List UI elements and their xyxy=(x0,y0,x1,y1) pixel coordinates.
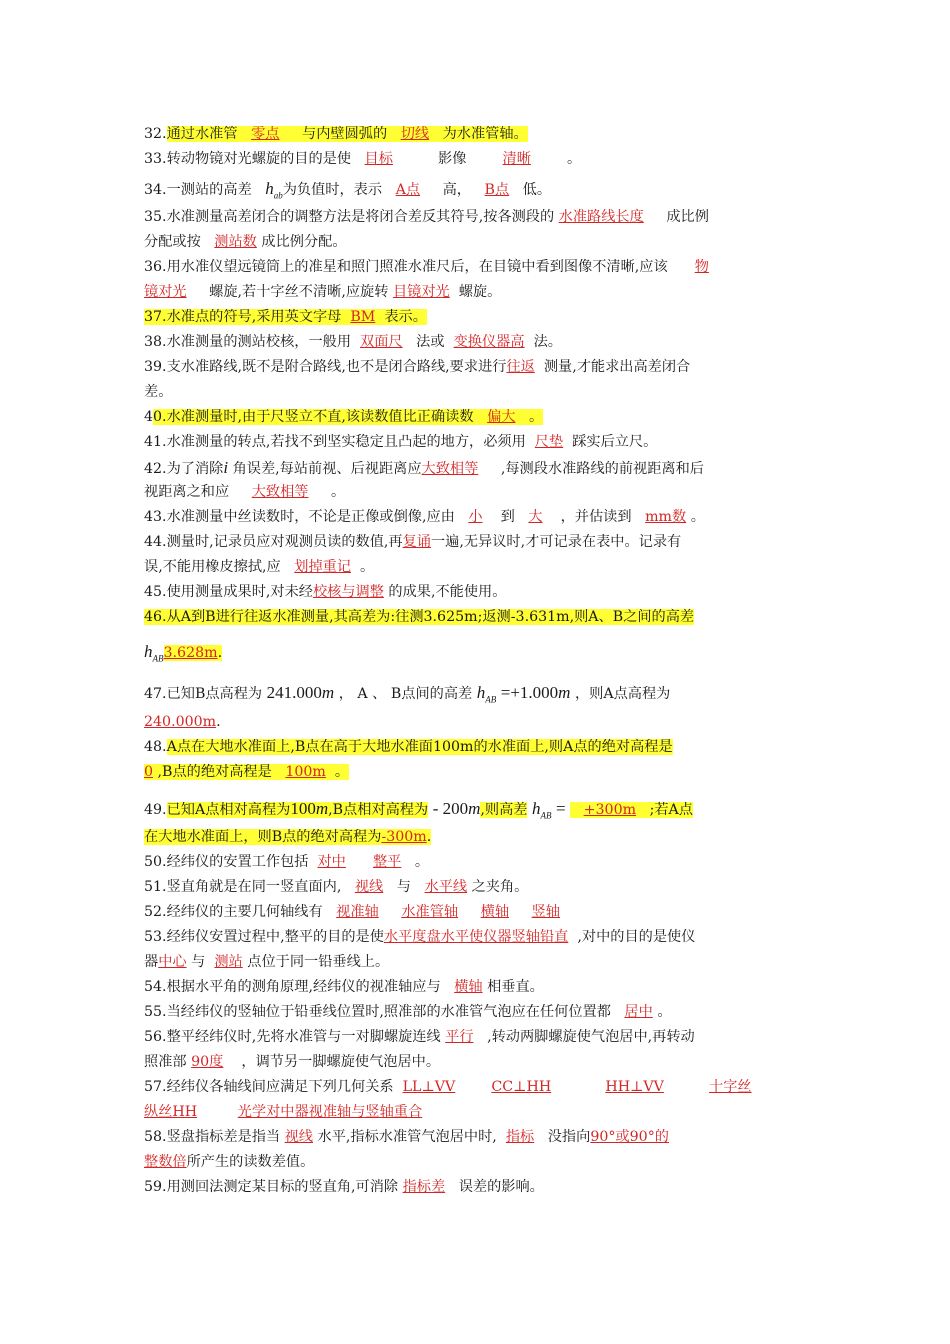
question-59: 59.用测回法测定某目标的竖直角,可消除 指标差 误差的影响。 xyxy=(144,1179,544,1195)
question-34: 34.一测站的高差 $h_{ab}$为负值时，表示 A点 高， B点 低。 xyxy=(144,179,552,201)
answer: 复诵 xyxy=(402,534,431,550)
answer: 小 xyxy=(468,509,483,525)
answer: +300m xyxy=(583,802,637,818)
question-53-line1: 53.经纬仪安置过程中,整平的目的是使水平度盘水平使仪器竖轴铅直 ,对中的目的是使仪 xyxy=(144,929,696,945)
answer: 校核与调整 xyxy=(312,584,384,600)
highlight: 0 ,B点的绝对高程是 100m 。 xyxy=(144,764,350,780)
question-47-line1: 47.已知B点高程为 241.000m ， A 、 B点间的高差 $h_{AB} =+1.000m$ ，则A点高程为 xyxy=(144,683,671,705)
answer: 横轴 xyxy=(454,979,483,995)
answer: HH⊥VV xyxy=(605,1079,664,1095)
question-48-line1: 48.A点在大地水准面上,B点在高于大地水准面100m的水准面上,则A点的绝对高程是 xyxy=(144,739,673,755)
question-56-line2: 照准部 90度 ，调节另一脚螺旋使气泡居中。 xyxy=(144,1054,441,1070)
answer: 竖轴 xyxy=(531,904,560,920)
answer: 尺垫 xyxy=(534,434,564,450)
height-diff-symbol: $h_{AB}$ xyxy=(144,642,164,664)
question-48-line2 xyxy=(144,760,808,785)
answer: 十字丝 xyxy=(709,1079,752,1095)
answer: 视线 xyxy=(284,1129,313,1145)
question-46-line1 xyxy=(144,605,808,630)
question-33: 33.转动物镜对光螺旋的目的是使 目标 影像 清晰 。 xyxy=(144,151,582,167)
answer: B点 xyxy=(484,182,510,198)
question-44-line1: 44.测量时,记录员应对观测员读的数值,再复诵一遍,无异议时,才可记录在表中。记录有 xyxy=(144,534,682,550)
answer: 大致相等 xyxy=(251,484,309,500)
question-57-line2 xyxy=(144,1100,808,1125)
answer: 水平度盘水平使仪器竖轴铅直 xyxy=(383,929,569,945)
answer: 零点 xyxy=(251,126,280,142)
answer: BM xyxy=(350,309,376,325)
answer: 3.628m xyxy=(163,645,218,661)
answer: -300m xyxy=(381,829,427,845)
answer: 水平线 xyxy=(424,879,468,895)
question-43: 43.水准测量中丝读数时，不论是正像或倒像,应由 小 到 大 ，并估读到 mm数 。 xyxy=(144,509,705,525)
highlight: 已知A点相对高程为100m,B点相对高程为 xyxy=(166,799,429,818)
answer: CC⊥HH xyxy=(491,1079,552,1095)
answer: 镜对光 xyxy=(144,284,187,300)
answer: 测站数 xyxy=(214,234,257,250)
answer: 横轴 xyxy=(480,904,510,920)
exercise-document xyxy=(144,122,808,1200)
answer: 物 xyxy=(694,259,709,275)
answer: 指标 xyxy=(505,1129,535,1145)
answer: 视准轴 xyxy=(336,904,379,920)
answer: mm数 xyxy=(645,509,687,525)
highlight: 46.从A到B进行往返水准测量,其高差为:往测3.625m;返测-3.631m,则A、B之间的高差 xyxy=(144,609,695,625)
question-37: 37.水准点的符号,采用英文字母 BM 表示。 xyxy=(144,309,427,325)
answer: 双面尺 xyxy=(360,334,403,350)
question-45: 45.使用测量成果时,对未经校核与调整 的成果,不能使用。 xyxy=(144,584,507,600)
answer: 纵丝HH xyxy=(144,1104,198,1120)
answer: 水准路线长度 xyxy=(558,209,644,225)
question-42-line1: 42.为了消除i 角误差,每站前视、后视距离应大致相等 ,每测段水准路线的前视距离和后 xyxy=(144,458,704,477)
question-52: 52.经纬仪的主要几何轴线有 视准轴 水准管轴 横轴 竖轴 xyxy=(144,904,560,920)
answer: 往返 xyxy=(506,359,535,375)
answer: 大 xyxy=(528,509,543,525)
height-diff-symbol: $h_{AB}$ xyxy=(476,683,497,705)
question-58-line1: 58.竖盘指标差是指当 视线 水平,指标水准管气泡居中时, 指标 没指向90°或90°的 xyxy=(144,1129,669,1145)
question-58-line2: 整数倍所产生的读数差值。 xyxy=(144,1154,315,1170)
question-42-line2: 视距离之和应 大致相等 。 xyxy=(144,484,346,500)
answer: 偏大 xyxy=(487,409,516,425)
question-55: 55.当经纬仪的竖轴位于铅垂线位置时,照准部的水准管气泡应在任何位置都 居中 。 xyxy=(144,1004,672,1020)
answer: 0 xyxy=(144,764,154,780)
answer: 整平 xyxy=(372,854,402,870)
answer: 指标差 xyxy=(402,1179,446,1195)
highlight: +300m ;若A点 xyxy=(570,802,693,818)
answer: 水准管轴 xyxy=(401,904,459,920)
answer: 90度 xyxy=(191,1054,224,1070)
answer: 视线 xyxy=(354,879,384,895)
question-57-line1: 57.经纬仪各轴线间应满足下列几何关系 LL⊥VV CC⊥HH HH⊥VV 十字丝 xyxy=(144,1079,752,1095)
question-35-line1: 35.水准测量高差闭合的调整方法是将闭合差反其符号,按各测段的 水准路线长度 成比例 xyxy=(144,209,709,225)
answer: 中心 xyxy=(158,954,187,970)
answer: LL⊥VV xyxy=(402,1079,456,1095)
question-41: 41.水准测量的转点,若找不到坚实稳定且凸起的地方，必须用 尺垫 踩实后立尺。 xyxy=(144,434,658,450)
height-diff-symbol: $h_{ab}$ xyxy=(265,179,283,201)
highlight: 3.628m. xyxy=(163,645,223,661)
question-54: 54.根据水平角的测角原理,经纬仪的视准轴应与 横轴 相垂直。 xyxy=(144,979,544,995)
highlight: ,则高差 xyxy=(480,802,528,818)
answer: 平行 xyxy=(445,1029,474,1045)
question-40: 40.水准测量时,由于尺竖立不直,该读数值比正确读数 偏大 。 xyxy=(144,409,544,425)
highlight: 0.水准测量时,由于尺竖立不直,该读数值比正确读数 偏大 。 xyxy=(153,409,544,425)
answer: 目镜对光 xyxy=(392,284,450,300)
question-46-line2 xyxy=(144,630,808,670)
answer: 240.000m xyxy=(144,714,217,730)
answer: 划掉重记 xyxy=(294,559,352,575)
answer: 100m xyxy=(285,764,326,780)
answer: 整数倍 xyxy=(144,1154,187,1170)
answer: 变换仪器高 xyxy=(453,334,525,350)
highlight: A点在大地水准面上,B点在高于大地水准面100m的水准面上,则A点的绝对高程是 xyxy=(166,739,673,755)
highlight: 在大地水准面上，则B点的绝对高程为-300m. xyxy=(144,829,432,845)
question-50: 50.经纬仪的安置工作包括 对中 整平 。 xyxy=(144,854,430,870)
question-36-line2: 镜对光 螺旋,若十字丝不清晰,应旋转 目镜对光 螺旋。 xyxy=(144,284,502,300)
answer: 90°或90°的 xyxy=(590,1129,669,1145)
answer: 清晰 xyxy=(502,151,531,167)
answer: 测站 xyxy=(214,954,243,970)
answer: 目标 xyxy=(364,151,393,167)
answer: 居中 xyxy=(624,1004,653,1020)
question-53-line2: 器中心 与 测站 点位于同一铅垂线上。 xyxy=(144,954,390,970)
question-39-line1: 39.支水准路线,既不是附合路线,也不是闭合路线,要求进行往返 测量,才能求出高差闭合 xyxy=(144,359,691,375)
answer: 大致相等 xyxy=(421,461,479,477)
answer: 切线 xyxy=(400,126,430,142)
question-51: 51.竖直角就是在同一竖直面内, 视线 与 水平线 之夹角。 xyxy=(144,879,529,895)
question-47-line2: 240.000m. xyxy=(144,714,221,730)
height-diff-symbol: $h_{AB}$ xyxy=(531,799,552,821)
answer: A点 xyxy=(395,182,421,198)
question-35-line2: 分配或按 测站数 成比例分配。 xyxy=(144,234,347,250)
question-38: 38.水准测量的测站校核，一般用 双面尺 法或 变换仪器高 法。 xyxy=(144,334,562,350)
highlight: 通过水准管 零点 与内壁圆弧的 切线 为水准管轴。 xyxy=(166,126,528,142)
question-49-line1: 49.已知A点相对高程为100m,B点相对高程为 - 200m,则高差 $h_{AB}$ = +300m ;若A点 xyxy=(144,799,693,821)
question-49-line2 xyxy=(144,825,808,850)
question-36-line1: 36.用水准仪望远镜筒上的准星和照门照准水准尺后，在目镜中看到图像不清晰,应该 物 xyxy=(144,259,709,275)
question-44-line2: 误,不能用橡皮擦拭,应 划掉重记 。 xyxy=(144,559,375,575)
answer: 光学对中器视准轴与竖轴重合 xyxy=(237,1104,423,1120)
question-39-line2: 差。 xyxy=(144,384,173,400)
highlight: BM 表示。 xyxy=(341,309,427,325)
question-56-line1: 56.整平经纬仪时,先将水准管与一对脚螺旋连线 平行 ,转动两脚螺旋使气泡居中,再转动 xyxy=(144,1029,695,1045)
answer: 对中 xyxy=(317,854,346,870)
question-32: 32.通过水准管 零点 与内壁圆弧的 切线 为水准管轴。 xyxy=(144,126,528,142)
